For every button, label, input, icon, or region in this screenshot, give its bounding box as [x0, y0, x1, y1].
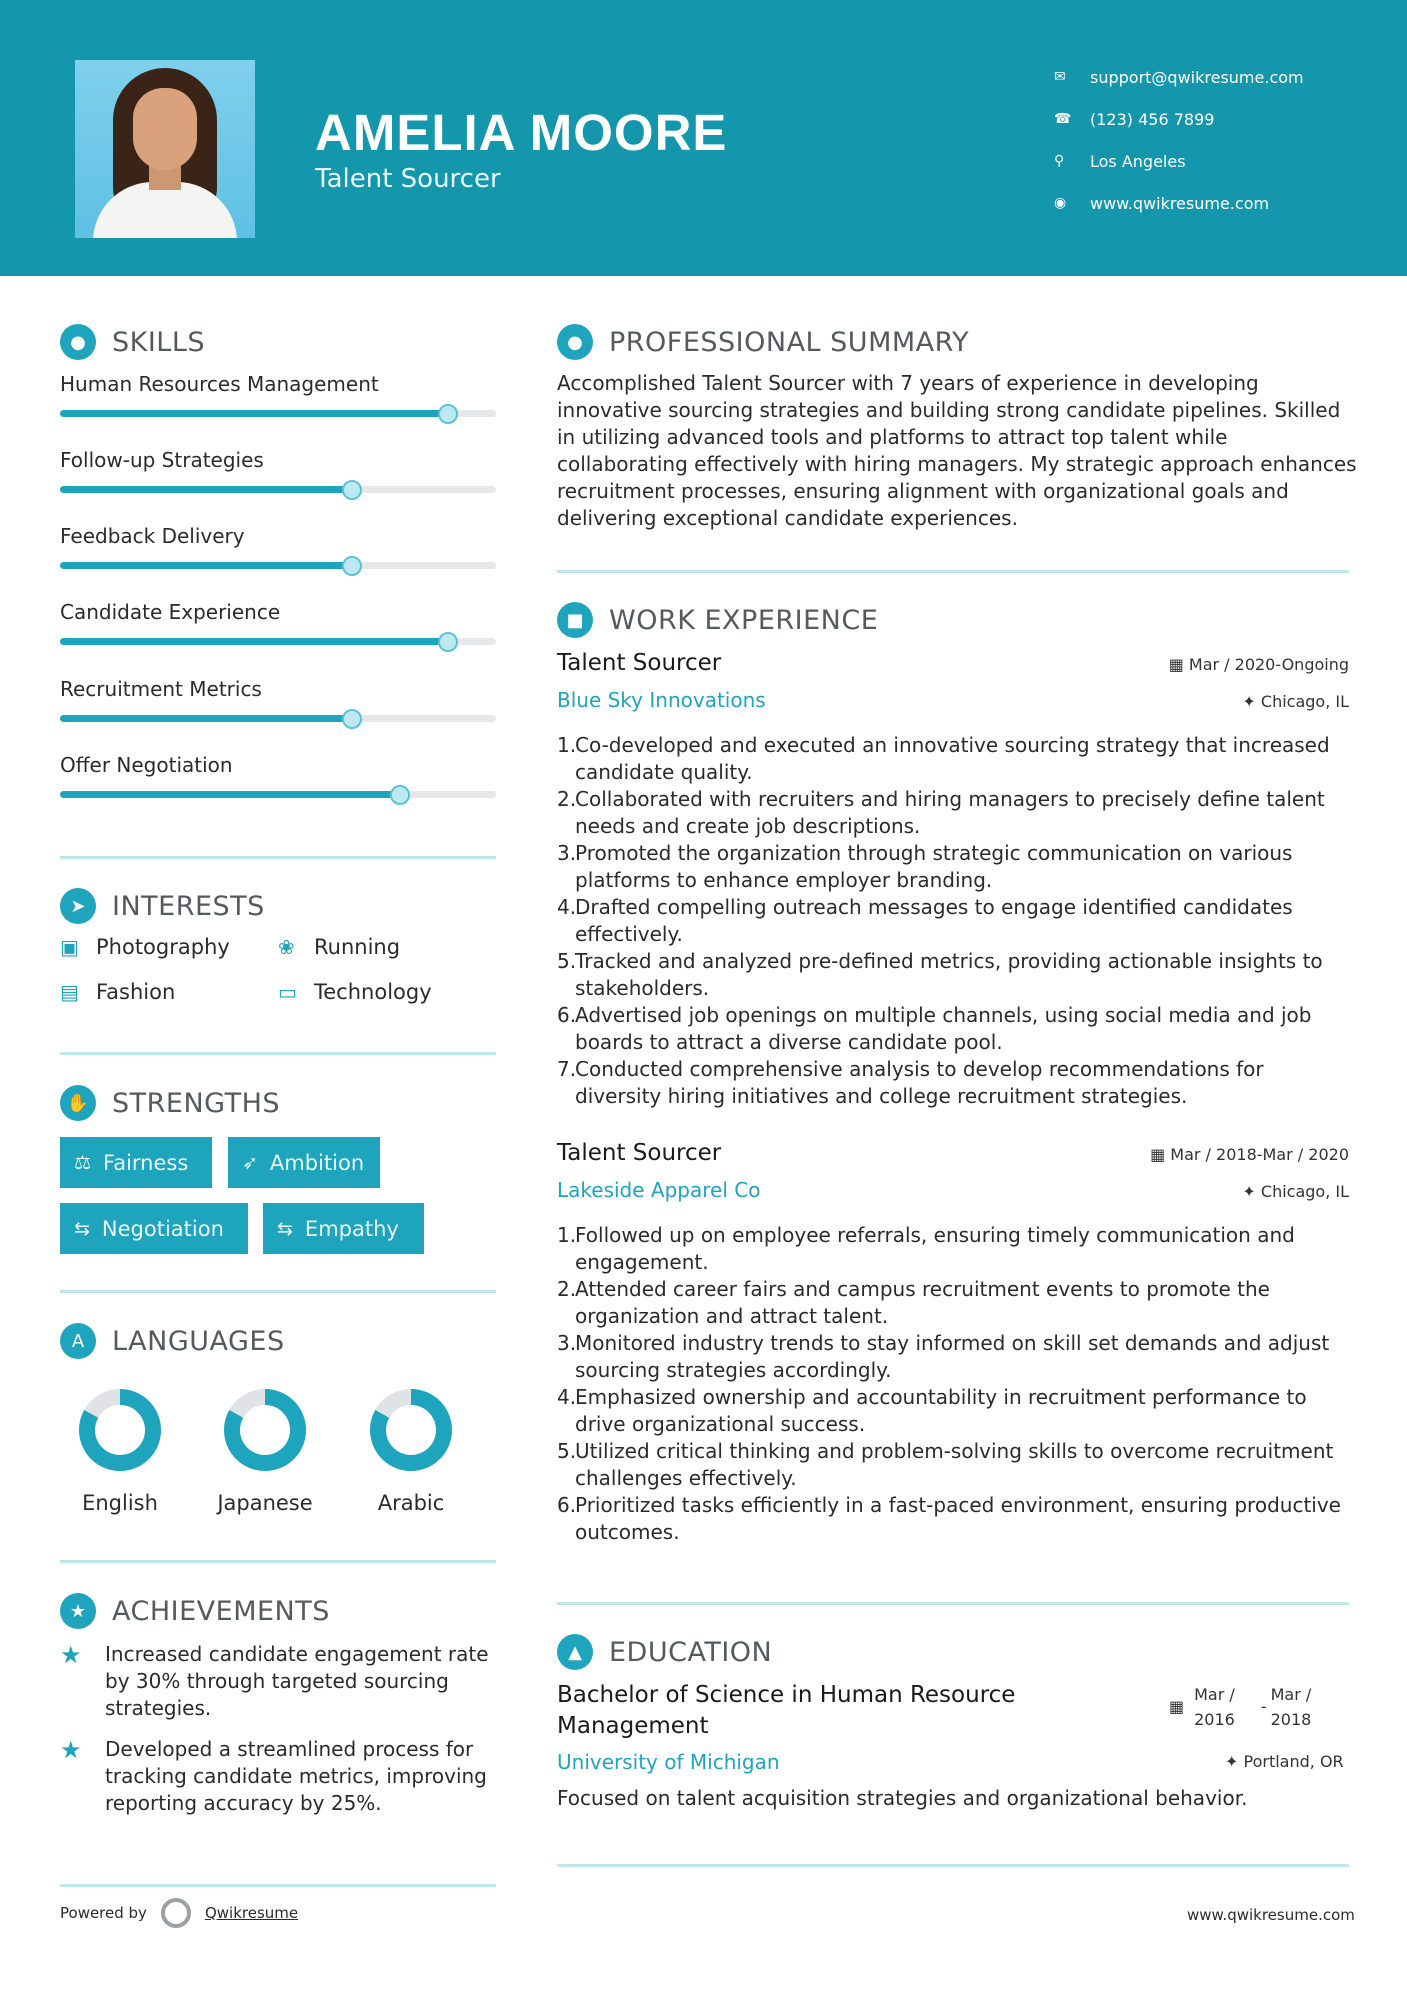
- language-donut: [77, 1387, 163, 1473]
- calendar-icon: ▦: [1168, 655, 1189, 674]
- degree-title: Bachelor of Science in Human Resource Management: [557, 1682, 1016, 1739]
- skill-bar: [60, 562, 496, 569]
- calendar-icon: ▦: [1150, 1145, 1171, 1164]
- job-entry: [557, 1140, 1349, 1546]
- laptop-icon: ▭: [278, 980, 297, 1004]
- skill-bar: [60, 791, 496, 798]
- interest-item: ▭ Technology: [278, 980, 432, 1004]
- section-divider: [557, 1602, 1349, 1605]
- interest-item: ▣ Photography: [60, 935, 230, 959]
- pushpin-icon: ✦: [1242, 692, 1261, 711]
- star-badge-icon: ★: [60, 1593, 96, 1629]
- shopping-bag-icon: ▤: [60, 980, 79, 1004]
- job-bullet: 1. Co-developed and executed an innovative sourcing strategy that increased candidate quality.: [557, 733, 1330, 784]
- strength-tag: ⚖ Fairness: [60, 1137, 212, 1188]
- skill-item: Feedback Delivery: [60, 524, 496, 569]
- skill-item: Offer Negotiation: [60, 753, 496, 798]
- skill-knob: [438, 404, 458, 424]
- job-date: Mar / 2020-Ongoing: [1188, 655, 1349, 674]
- candidate-title: Talent Sourcer: [315, 164, 501, 194]
- skill-bar: [60, 486, 496, 493]
- skill-knob: [390, 785, 410, 805]
- brand-link[interactable]: Qwikresume: [204, 1904, 299, 1922]
- skill-knob: [342, 556, 362, 576]
- experience-heading: ■ WORK EXPERIENCE: [557, 602, 878, 638]
- school-name[interactable]: University of Michigan: [557, 1750, 780, 1774]
- contact-phone[interactable]: ☎ (123) 456 7899: [1054, 109, 1215, 129]
- strengths-heading: ✋ STRENGTHS: [60, 1085, 280, 1121]
- job-bullet: 4. Emphasized ownership and accountability in recruitment performance to drive organizational success.: [557, 1385, 1307, 1436]
- contact-website[interactable]: ◉ www.qwikresume.com: [1054, 193, 1270, 213]
- skill-bar: [60, 638, 496, 645]
- language-donut: [222, 1387, 308, 1473]
- summary-heading: ● PROFESSIONAL SUMMARY: [557, 324, 969, 360]
- skill-item: Follow-up Strategies: [60, 448, 496, 493]
- job-date: Mar / 2018-Mar / 2020: [1170, 1145, 1349, 1164]
- job-title: Talent Sourcer: [557, 1140, 722, 1166]
- job-bullet: 2. Collaborated with recruiters and hiring managers to precisely define talent needs and create job descriptions.: [557, 787, 1325, 838]
- paw-icon: ❀: [278, 935, 295, 959]
- profile-photo: [75, 60, 255, 238]
- section-divider: [557, 1864, 1349, 1867]
- achievements-heading: ★ ACHIEVEMENTS: [60, 1593, 330, 1629]
- language-item: Arabic: [346, 1387, 476, 1515]
- skill-item: Candidate Experience: [60, 600, 496, 645]
- job-bullets: [557, 1222, 1349, 1546]
- handshake-icon: ⇆: [74, 1217, 90, 1240]
- globe-icon: ◉: [1054, 195, 1067, 211]
- skill-item: Human Resources Management: [60, 372, 496, 417]
- job-bullet: 5. Tracked and analyzed pre-defined metrics, providing actionable insights to stakeholders.: [557, 949, 1323, 1000]
- strength-tag: ➶ Ambition: [228, 1137, 380, 1188]
- balance-scale-icon: ⚖: [74, 1151, 92, 1174]
- briefcase-icon: ■: [557, 602, 593, 638]
- education-entry: [557, 1680, 1349, 1742]
- section-divider: [60, 1560, 496, 1563]
- interest-item: ▤ Fashion: [60, 980, 176, 1004]
- language-item: English: [55, 1387, 185, 1515]
- skills-heading: ● SKILLS: [60, 324, 205, 360]
- job-location: Chicago, IL: [1260, 1182, 1349, 1201]
- skill-bar: [60, 715, 496, 722]
- achievement-item: ★ Increased candidate engagement rate by 30% through targeted sourcing strategies.: [60, 1641, 489, 1720]
- rocket-icon: ➶: [242, 1151, 258, 1174]
- contact-list: [1054, 56, 1354, 224]
- section-divider: [60, 856, 496, 859]
- education-location: ✦ Portland, OR: [1225, 1752, 1344, 1771]
- section-divider: [60, 1290, 496, 1293]
- job-bullet: 4. Drafted compelling outreach messages to engage identified candidates effectively.: [557, 895, 1293, 946]
- pushpin-icon: ✦: [1242, 1182, 1261, 1201]
- summary-text: Accomplished Talent Sourcer with 7 years of experience in developing innovative sourcing strategies and building strong candidate pipelines. Skilled in utilizing advanced tools and platforms to attract top talent while collaborating effectively with hiring managers. My strategic approach enhances recruitment processes, ensuring alignment with organizational goals and delivering exceptional candidate experiences.: [557, 371, 1357, 530]
- job-bullet: 6. Advertised job openings on multiple channels, using social media and job boards to attract a diverse candidate pool.: [557, 1003, 1312, 1054]
- achievement-item: ★ Developed a streamlined process for tracking candidate metrics, improving reporting accuracy by 25%.: [60, 1736, 487, 1815]
- map-pin-icon: ⚲: [1054, 153, 1065, 169]
- job-location: Chicago, IL: [1260, 692, 1349, 711]
- user-icon: ●: [557, 324, 593, 360]
- footer-website[interactable]: www.qwikresume.com: [1187, 1906, 1355, 1924]
- section-divider: [60, 1052, 496, 1055]
- job-bullet: 3. Monitored industry trends to stay informed on skill set demands and adjust sourcing strategies accordingly.: [557, 1331, 1330, 1382]
- job-bullets: [557, 732, 1349, 1110]
- strength-tag: ⇆ Negotiation: [60, 1203, 248, 1254]
- job-bullet: 1. Followed up on employee referrals, ensuring timely communication and engagement.: [557, 1223, 1295, 1274]
- qwikresume-logo-icon: [161, 1898, 191, 1928]
- envelope-icon: ✉: [1054, 69, 1066, 85]
- section-divider: [557, 570, 1349, 573]
- footer-powered-by: Powered by Qwikresume: [60, 1898, 298, 1928]
- education-heading: ▲ EDUCATION: [557, 1634, 772, 1670]
- graduation-cap-icon: ▲: [557, 1634, 593, 1670]
- skill-item: Recruitment Metrics: [60, 677, 496, 722]
- job-company[interactable]: Lakeside Apparel Co: [557, 1178, 761, 1202]
- job-entry: [557, 650, 1349, 1110]
- languages-heading: A LANGUAGES: [60, 1323, 285, 1359]
- camera-icon: ▣: [60, 935, 79, 959]
- contact-location: ⚲ Los Angeles: [1054, 151, 1186, 171]
- skill-knob: [342, 480, 362, 500]
- hand-icon: ✋: [60, 1085, 96, 1121]
- skill-knob: [438, 632, 458, 652]
- contact-email[interactable]: ✉ support@qwikresume.com: [1054, 67, 1304, 87]
- section-divider: [60, 1884, 496, 1887]
- education-date: ▦ Mar / 2016 - Mar / 2018: [1169, 1682, 1311, 1732]
- job-bullet: 3. Promoted the organization through strategic communication on various platforms to enhance employer branding.: [557, 841, 1293, 892]
- interest-item: ❀ Running: [278, 935, 401, 959]
- handshake-icon: ⇆: [277, 1217, 293, 1240]
- star-icon: ★: [60, 1736, 82, 1764]
- job-bullet: 7. Conducted comprehensive analysis to develop recommendations for diversity hiring initiatives and college recruitment strategies.: [557, 1057, 1264, 1108]
- interests-heading: ➤ INTERESTS: [60, 888, 265, 924]
- job-title: Talent Sourcer: [557, 650, 722, 676]
- education-description: Focused on talent acquisition strategies and organizational behavior.: [557, 1786, 1248, 1810]
- job-bullet: 2. Attended career fairs and campus recruitment events to promote the organization and attract talent.: [557, 1277, 1270, 1328]
- candidate-name: AMELIA MOORE: [315, 104, 728, 161]
- job-bullet: 6. Prioritized tasks efficiently in a fast-paced environment, ensuring productive outcomes.: [557, 1493, 1341, 1544]
- lightbulb-icon: ●: [60, 324, 96, 360]
- calendar-icon: ▦: [1169, 1697, 1185, 1716]
- skill-bar: [60, 410, 496, 417]
- star-icon: ★: [60, 1641, 82, 1669]
- job-company[interactable]: Blue Sky Innovations: [557, 688, 766, 712]
- paper-plane-icon: ➤: [60, 888, 96, 924]
- language-icon: A: [60, 1323, 96, 1359]
- header-banner: [0, 0, 1407, 276]
- phone-icon: ☎: [1054, 111, 1072, 127]
- pushpin-icon: ✦: [1225, 1752, 1244, 1771]
- strength-tag: ⇆ Empathy: [263, 1203, 424, 1254]
- language-item: Japanese: [200, 1387, 330, 1515]
- job-bullet: 5. Utilized critical thinking and problem-solving skills to overcome recruitment challenges effectively.: [557, 1439, 1334, 1490]
- skill-knob: [342, 709, 362, 729]
- language-donut: [368, 1387, 454, 1473]
